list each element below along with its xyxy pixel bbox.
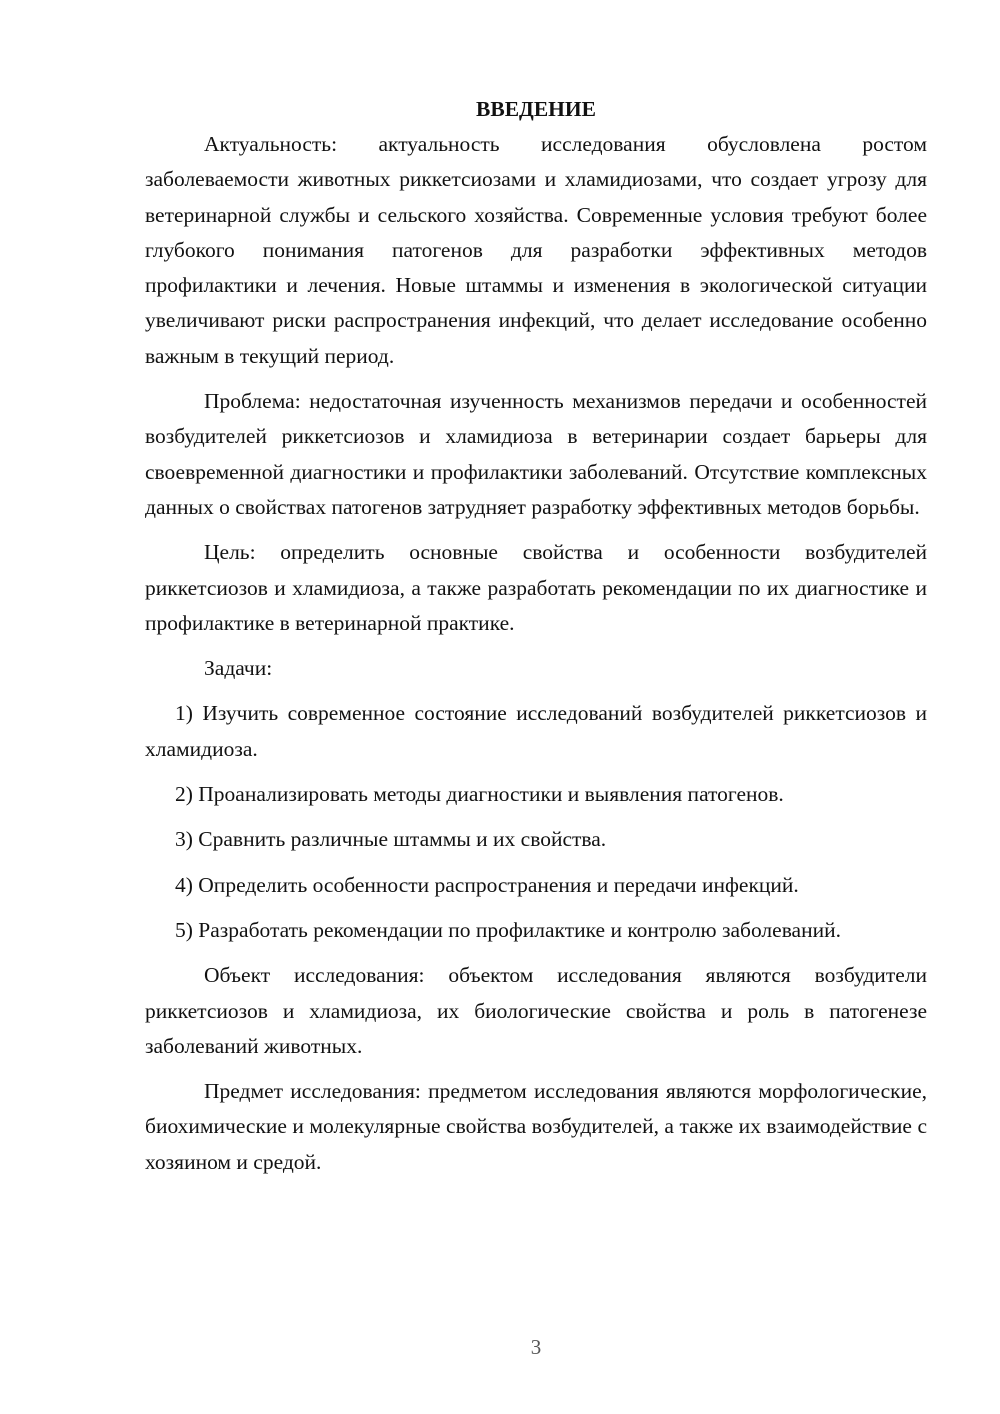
- paragraph-subject: Предмет исследования: предметом исследования являются морфологические, биохимические и молекулярные свойства возбудителей, а также их взаимодействие с хозяином и средой.: [145, 1079, 927, 1174]
- tasks-list: [145, 696, 927, 948]
- document-title: ВВЕДЕНИЕ: [476, 97, 596, 121]
- page-number: 3: [530, 1335, 542, 1359]
- task-item: 3) Сравнить различные штаммы и их свойства.: [175, 827, 607, 852]
- paragraph-object: Объект исследования: объектом исследования являются возбудители риккетсиозов и хламидиоза, их биологические свойства и роль в патогенезе заболеваний животных.: [145, 963, 927, 1058]
- tasks-heading: Задачи:: [204, 656, 273, 681]
- paragraph-relevance: Актуальность: актуальность исследования обусловлена ростом заболеваемости животных риккетсиозами и хламидиозами, что создает угрозу для ветеринарной службы и сельского хозяйства. Современные условия требуют более глубокого понимания патогенов для разработки эффективных методов профилактики и лечения. Новые штаммы и изменения в экологической ситуации увеличивают риски распространения инфекций, что делает исследование особенно важным в текущий период.: [145, 132, 927, 368]
- task-item: 1) Изучить современное состояние исследований возбудителей риккетсиозов и хламидиоза.: [145, 701, 927, 761]
- task-item: 5) Разработать рекомендации по профилактике и контролю заболеваний.: [175, 917, 841, 942]
- paragraph-goal: Цель: определить основные свойства и особенности возбудителей риккетсиозов и хламидиоза, а также разработать рекомендации по их диагностике и профилактике в ветеринарной практике.: [145, 540, 927, 635]
- task-item: 2) Проанализировать методы диагностики и выявления патогенов.: [175, 782, 784, 807]
- document-page: [145, 92, 927, 1190]
- task-item: 4) Определить особенности распространения и передачи инфекций.: [175, 872, 799, 897]
- paragraph-problem: Проблема: недостаточная изученность механизмов передачи и особенностей возбудителей риккетсиозов и хламидиоза в ветеринарии создает барьеры для своевременной диагностики и профилактики заболеваний. Отсутствие комплексных данных о свойствах патогенов затрудняет разработку эффективных методов борьбы.: [145, 389, 927, 519]
